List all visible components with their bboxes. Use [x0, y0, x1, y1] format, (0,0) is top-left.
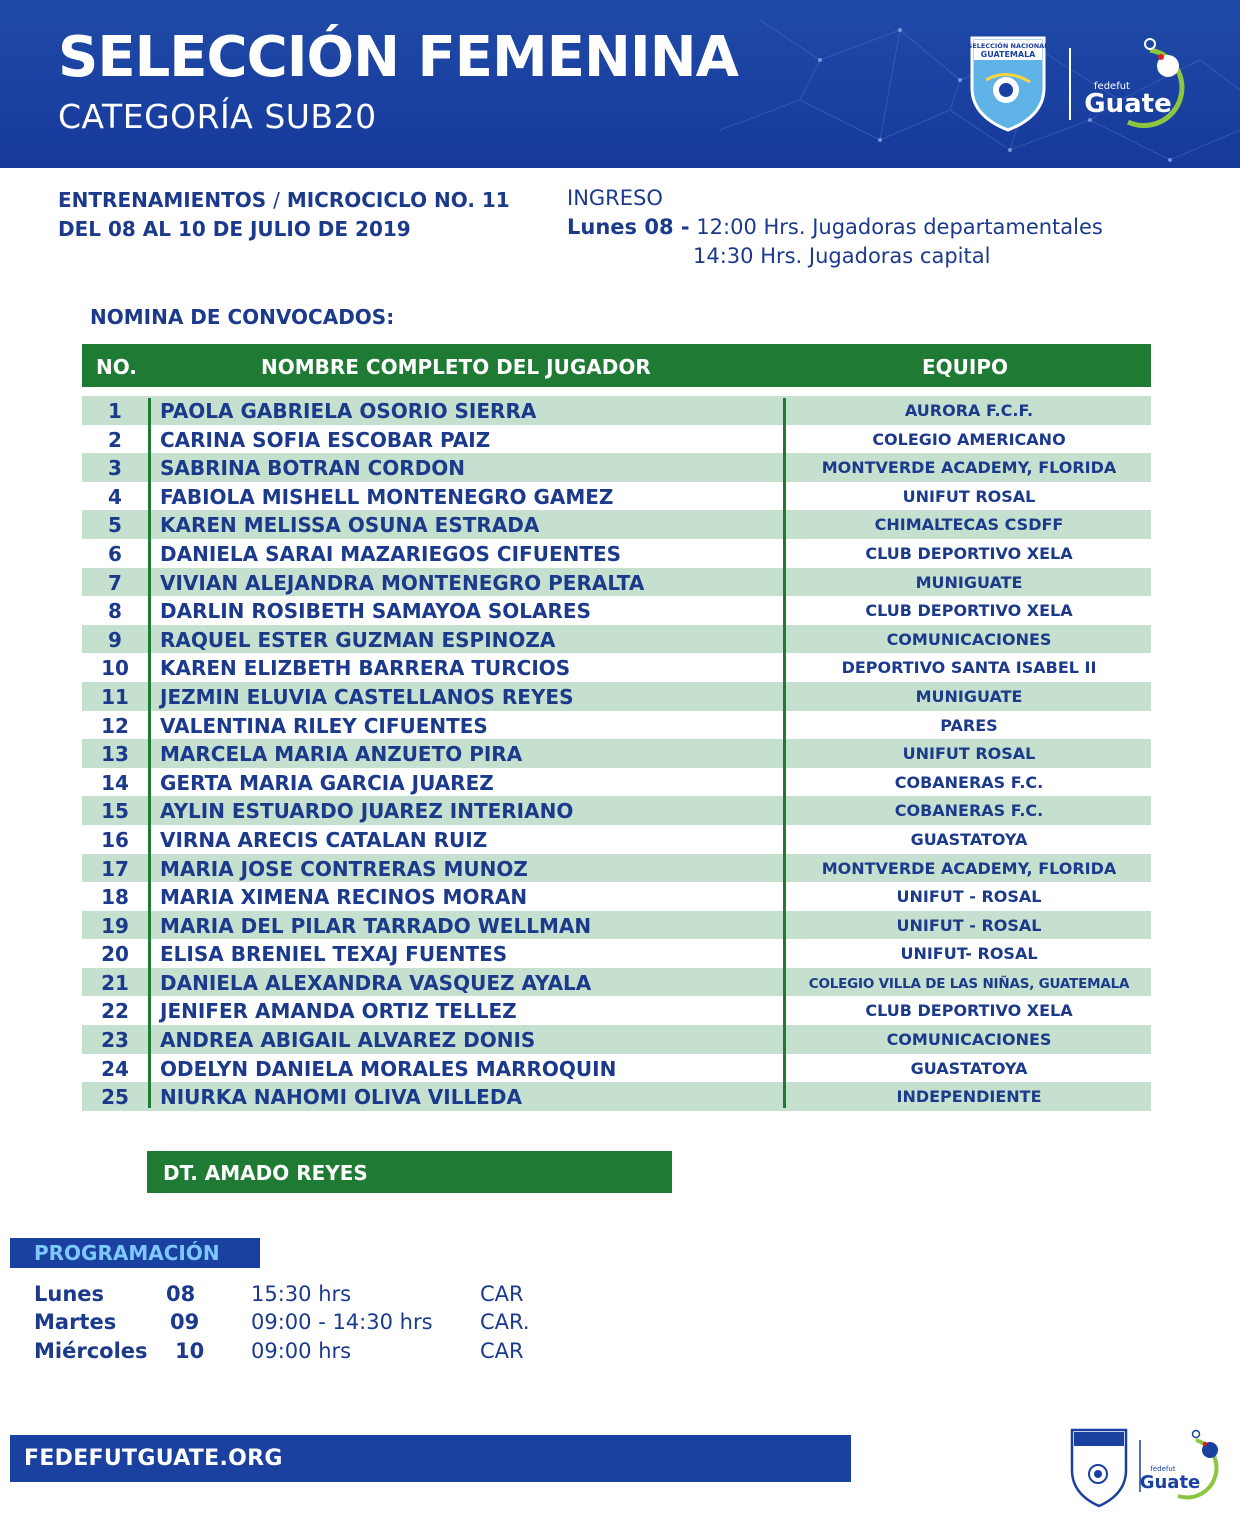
- player-team: PARES: [940, 715, 998, 735]
- player-number: 5: [108, 513, 122, 538]
- schedule-title-bar: [10, 1238, 260, 1268]
- player-number: 1: [108, 399, 122, 423]
- player-team: MUNIGUATE: [915, 572, 1023, 592]
- player-name: KAREN MELISSA OSUNA ESTRADA: [160, 513, 540, 538]
- microcycle-label: MICROCICLO NO. 11: [286, 188, 510, 212]
- player-name: PAOLA GABRIELA OSORIO SIERRA: [160, 399, 537, 423]
- schedule-place: CAR: [480, 1282, 524, 1306]
- badge-line1: SELECCIÓN NACIONAL: [967, 42, 1049, 50]
- table-row: [82, 510, 1151, 539]
- guatemala-shield-icon: [1072, 1430, 1126, 1506]
- table-header: [82, 344, 1151, 387]
- player-name: NIURKA NAHOMI OLIVA VILLEDA: [160, 1085, 522, 1110]
- player-team: MUNIGUATE: [915, 686, 1023, 706]
- player-team: GUASTATOYA: [910, 1058, 1028, 1078]
- player-name: CARINA SOFIA ESCOBAR PAIZ: [160, 427, 491, 452]
- header-team: EQUIPO: [922, 355, 1009, 379]
- table-row: [82, 453, 1151, 482]
- table-divider: [783, 398, 786, 1108]
- player-name: VALENTINA RILEY CIFUENTES: [160, 713, 488, 738]
- fedefut-guate-logo-icon: [1084, 39, 1182, 126]
- player-number: 15: [101, 799, 129, 824]
- player-name: KAREN ELIZBETH BARRERA TURCIOS: [160, 656, 571, 681]
- table-row: [82, 1025, 1151, 1054]
- player-team: CLUB DEPORTIVO XELA: [865, 543, 1073, 563]
- player-team: UNIFUT ROSAL: [902, 486, 1036, 506]
- player-number: 12: [101, 713, 129, 738]
- player-name: JENIFER AMANDA ORTIZ TELLEZ: [160, 999, 517, 1024]
- table-divider: [148, 398, 151, 1108]
- table-row: [82, 1082, 1151, 1111]
- ingreso-label: INGRESO: [567, 186, 663, 210]
- player-number: 6: [108, 541, 122, 566]
- player-name: DARLIN ROSIBETH SAMAYOA SOLARES: [160, 599, 591, 624]
- page-title: SELECCIÓN FEMENINA: [58, 25, 738, 90]
- badge-line2: GUATEMALA: [980, 50, 1036, 59]
- player-number: 18: [101, 885, 129, 910]
- table-row: [82, 911, 1151, 940]
- table-row: [82, 996, 1151, 1025]
- header-name: NOMBRE COMPLETO DEL JUGADOR: [261, 355, 651, 379]
- player-number: 3: [108, 456, 122, 481]
- player-team: COLEGIO AMERICANO: [872, 429, 1066, 449]
- player-name: VIRNA ARECIS CATALAN RUIZ: [160, 827, 488, 852]
- schedule-place: CAR.: [480, 1310, 530, 1334]
- training-info: [58, 186, 510, 244]
- guatemala-shield-icon: [968, 38, 1049, 130]
- brand-big: Guate: [1139, 1472, 1201, 1493]
- schedule-date: 10: [175, 1339, 205, 1363]
- schedule-row: [34, 1339, 554, 1367]
- ingreso-day: Lunes 08 -: [567, 215, 690, 239]
- table-row: [82, 796, 1151, 825]
- table-row: [82, 653, 1151, 682]
- schedule-date: 08: [166, 1282, 196, 1306]
- player-name: FABIOLA MISHELL MONTENEGRO GAMEZ: [160, 484, 614, 509]
- player-name: MARIA DEL PILAR TARRADO WELLMAN: [160, 913, 592, 938]
- player-number: 19: [101, 913, 129, 938]
- table-row: [82, 711, 1151, 740]
- table-row: [82, 739, 1151, 768]
- player-number: 20: [101, 942, 129, 967]
- schedule-day: Miércoles: [34, 1339, 148, 1363]
- header-logos: [960, 30, 1220, 140]
- player-team: CLUB DEPORTIVO XELA: [865, 601, 1073, 621]
- player-name: MARIA JOSE CONTRERAS MUNOZ: [160, 856, 528, 881]
- player-number: 11: [101, 684, 129, 709]
- player-number: 21: [101, 970, 129, 995]
- table-row: [82, 396, 1151, 425]
- schedule-time: 09:00 - 14:30 hrs: [251, 1310, 433, 1334]
- player-number: 10: [101, 656, 129, 681]
- player-team: DEPORTIVO SANTA ISABEL II: [841, 658, 1097, 678]
- table-row: [82, 482, 1151, 511]
- training-dates: DEL 08 AL 10 DE JULIO DE 2019: [58, 217, 411, 241]
- table-row: [82, 625, 1151, 654]
- player-team: MONTVERDE ACADEMY, FLORIDA: [821, 458, 1117, 478]
- player-number: 23: [101, 1028, 129, 1053]
- player-name: SABRINA BOTRAN CORDON: [160, 456, 466, 481]
- table-row: [82, 596, 1151, 625]
- page-subtitle: CATEGORÍA SUB20: [58, 97, 377, 136]
- player-team: COBANERAS F.C.: [894, 801, 1044, 821]
- schedule-date: 09: [170, 1310, 200, 1334]
- player-name: RAQUEL ESTER GUZMAN ESPINOZA: [160, 627, 556, 652]
- player-number: 16: [101, 827, 129, 852]
- player-name: GERTA MARIA GARCIA JUAREZ: [160, 770, 494, 795]
- coach-bar: [147, 1151, 672, 1193]
- player-number: 8: [108, 599, 122, 624]
- table-row: [82, 854, 1151, 883]
- player-team: AURORA F.C.F.: [904, 401, 1034, 420]
- player-number: 17: [101, 856, 129, 881]
- player-name: VIVIAN ALEJANDRA MONTENEGRO PERALTA: [160, 570, 645, 595]
- player-number: 9: [108, 627, 122, 652]
- player-number: 25: [101, 1085, 129, 1110]
- table-row: [82, 968, 1151, 997]
- schedule-time: 09:00 hrs: [251, 1339, 352, 1363]
- fedefut-guate-logo-icon: [1140, 1431, 1218, 1498]
- player-number: 4: [108, 484, 122, 509]
- player-team: CLUB DEPORTIVO XELA: [865, 1001, 1073, 1021]
- player-team: COMUNICACIONES: [886, 629, 1052, 649]
- training-label: ENTRENAMIENTOS: [58, 188, 267, 212]
- table-row: [82, 539, 1151, 568]
- table-row: [82, 939, 1151, 968]
- ingreso-info: [567, 184, 1103, 271]
- footer-bar: [10, 1435, 851, 1482]
- player-team: CHIMALTECAS CSDFF: [874, 515, 1064, 535]
- player-name: MARIA XIMENA RECINOS MORAN: [160, 885, 528, 910]
- table-row: [82, 568, 1151, 597]
- player-name: ODELYN DANIELA MORALES MARROQUIN: [160, 1056, 617, 1081]
- player-team: COLEGIO VILLA DE LAS NIÑAS, GUATEMALA: [808, 975, 1130, 992]
- table-row: [82, 1054, 1151, 1083]
- nomina-title: NOMINA DE CONVOCADOS:: [90, 305, 395, 329]
- player-team: UNIFUT - ROSAL: [896, 915, 1042, 935]
- player-team: UNIFUT ROSAL: [902, 744, 1036, 764]
- player-team: GUASTATOYA: [910, 829, 1028, 849]
- ingreso-time1: 12:00 Hrs. Jugadoras departamentales: [696, 215, 1103, 239]
- table-row: [82, 825, 1151, 854]
- player-team: COMUNICACIONES: [886, 1030, 1052, 1050]
- schedule-day: Martes: [34, 1310, 117, 1334]
- player-name: AYLIN ESTUARDO JUAREZ INTERIANO: [160, 799, 574, 824]
- player-team: UNIFUT - ROSAL: [896, 887, 1042, 907]
- table-row: [82, 882, 1151, 911]
- player-name: ELISA BRENIEL TEXAJ FUENTES: [160, 942, 508, 967]
- schedule-row: [34, 1282, 554, 1310]
- player-name: MARCELA MARIA ANZUETO PIRA: [160, 742, 523, 767]
- player-number: 13: [101, 742, 129, 767]
- player-name: JEZMIN ELUVIA CASTELLANOS REYES: [160, 684, 574, 709]
- ingreso-time2: 14:30 Hrs. Jugadoras capital: [693, 244, 991, 268]
- coach-name: DT. AMADO REYES: [163, 1161, 368, 1185]
- player-team: MONTVERDE ACADEMY, FLORIDA: [821, 858, 1117, 878]
- player-team: UNIFUT- ROSAL: [900, 944, 1038, 964]
- table-row: [82, 425, 1151, 454]
- player-number: 7: [108, 570, 122, 595]
- schedule-place: CAR: [480, 1339, 524, 1363]
- website-link[interactable]: FEDEFUTGUATE.ORG: [24, 1446, 283, 1471]
- player-team: INDEPENDIENTE: [896, 1087, 1042, 1107]
- header-no: NO.: [96, 355, 137, 379]
- brand-big: Guate: [1084, 89, 1172, 119]
- player-number: 24: [101, 1056, 129, 1081]
- footer-logos: [1066, 1418, 1226, 1518]
- player-name: DANIELA SARAI MAZARIEGOS CIFUENTES: [160, 541, 622, 566]
- player-name: DANIELA ALEXANDRA VASQUEZ AYALA: [160, 970, 592, 995]
- brand-small: fedefut: [1094, 81, 1130, 92]
- player-number: 22: [101, 999, 129, 1024]
- table-row: [82, 682, 1151, 711]
- player-table: [82, 396, 1151, 1111]
- player-number: 14: [101, 770, 129, 795]
- table-row: [82, 768, 1151, 797]
- schedule-title: PROGRAMACIÓN: [34, 1241, 220, 1265]
- schedule-day: Lunes: [34, 1282, 105, 1306]
- header-banner: [0, 0, 1240, 168]
- schedule-row: [34, 1310, 554, 1338]
- player-team: COBANERAS F.C.: [894, 772, 1044, 792]
- training-separator: /: [273, 188, 280, 212]
- brand-small: fedefut: [1150, 1465, 1176, 1473]
- schedule-time: 15:30 hrs: [251, 1282, 352, 1306]
- player-number: 2: [108, 427, 122, 452]
- player-name: ANDREA ABIGAIL ALVAREZ DONIS: [160, 1028, 536, 1053]
